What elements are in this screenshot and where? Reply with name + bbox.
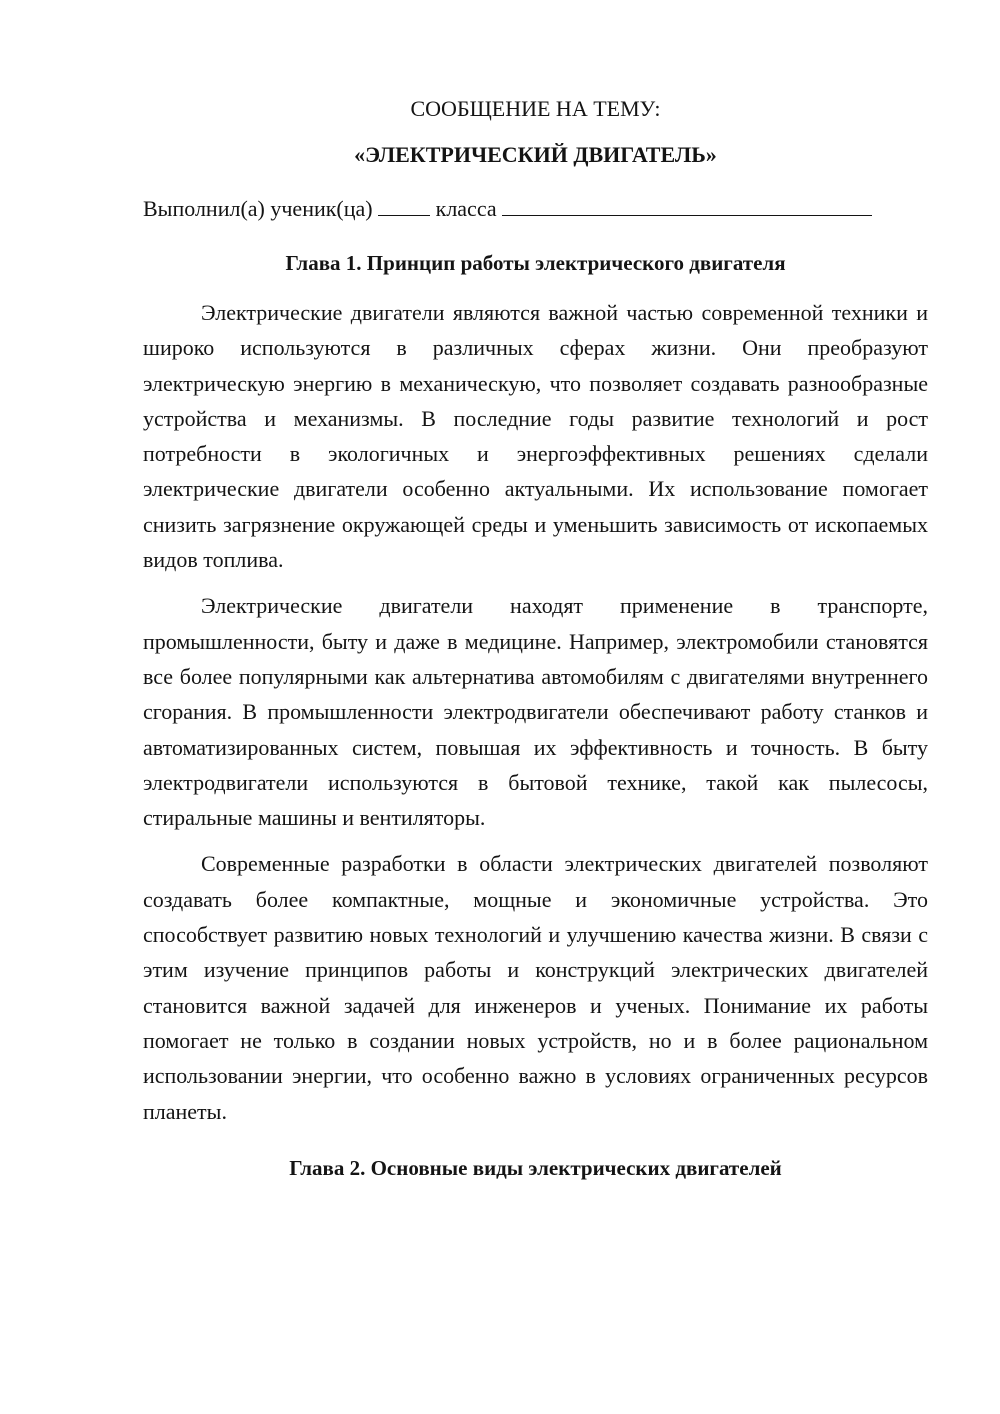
chapter-1-paragraph-1: Электрические двигатели являются важной частью современной техники и широко используются в различных сферах жизни. Они преобразуют электрическую энергию в механическую, что позволяет создавать разнообразные устройства и механизмы. В последние годы развитие технологий и рост потребности в экологичных и энергоэффективных решениях сделали электрические двигатели особенно актуальными. Их использование помогает снизить загрязнение окружающей среды и уменьшить зависимость от ископаемых видов топлива. — [143, 300, 928, 573]
chapter-1-paragraph-2: Электрические двигатели находят применение в транспорте, промышленности, быту и даже в медицине. Например, электромобили становятся все более популярными как альтернатива автомобилям с двигателями внутреннего сгорания. В промышленности электродвигатели обеспечивают работу станков и автоматизированных систем, повышая их эффективность и точность. В быту электродвигатели используются в бытовой технике, такой как пылесосы, стиральные машины и вентиляторы. — [143, 593, 928, 831]
chapter-2-heading: Глава 2. Основные виды электрических двигателей — [289, 1155, 782, 1180]
class-blank-field — [378, 193, 430, 216]
topic-heading: СООБЩЕНИЕ НА ТЕМУ: — [410, 96, 661, 121]
document-title: «ЭЛЕКТРИЧЕСКИЙ ДВИГАТЕЛЬ» — [354, 142, 717, 167]
name-blank-field — [502, 193, 872, 216]
chapter-1-paragraph-3: Современные разработки в области электрических двигателей позволяют создавать более компактные, мощные и экономичные устройства. Это способствует развитию новых технологий и улучшению качества жизни. В связи с этим изучение принципов работы и конструкций электрических двигателей становится важной задачей для инженеров и ученых. Понимание их работы помогает не только в создании новых устройств, но и в более рациональном использовании энергии, что особенно важно в условиях ограниченных ресурсов планеты. — [143, 851, 928, 1124]
document-page — [143, 92, 928, 1185]
class-label: класса — [435, 196, 497, 221]
chapter-1-heading: Глава 1. Принцип работы электрического двигателя — [285, 251, 786, 275]
author-prefix: Выполнил(а) ученик(ца) — [143, 196, 373, 221]
author-line — [143, 192, 928, 226]
